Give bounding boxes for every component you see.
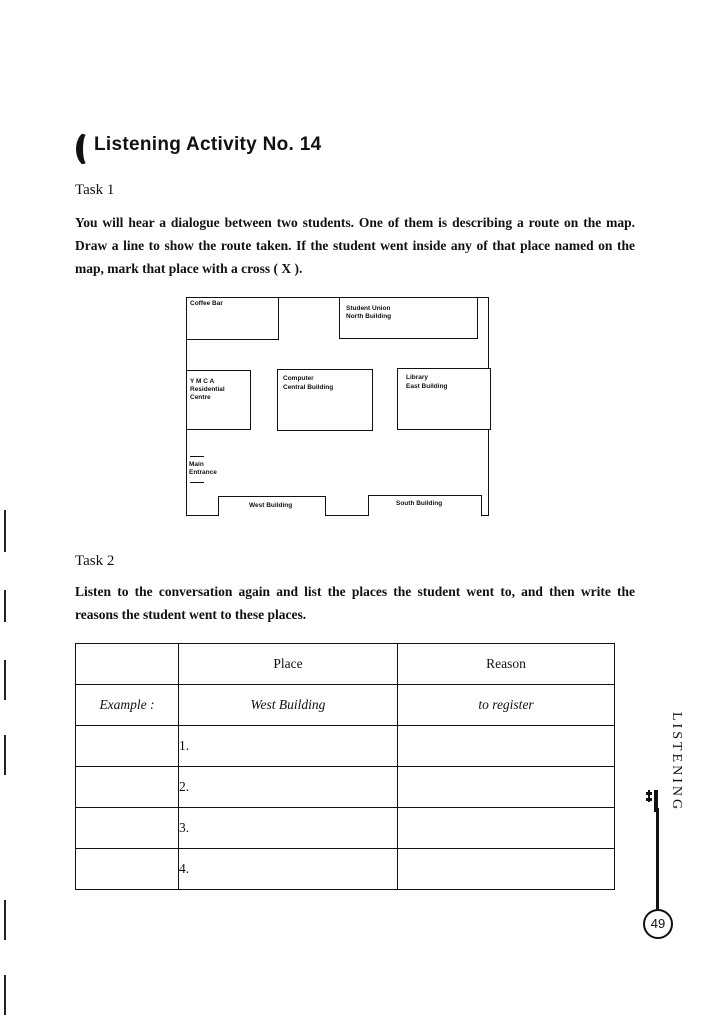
margin-mark [4, 900, 6, 940]
table-row [76, 726, 615, 767]
reason-cell[interactable] [398, 808, 615, 849]
row-label-cell [76, 849, 179, 890]
side-tab-label: LISTENING [669, 712, 684, 813]
example-place: West Building [179, 685, 398, 726]
map-library [397, 368, 491, 430]
entrance-top-mark [190, 456, 204, 457]
residential-label: Residential [190, 386, 225, 393]
key-icon [645, 788, 667, 812]
row-number: 1. [179, 726, 398, 767]
row-label-cell [76, 767, 179, 808]
row-number: 3. [179, 808, 398, 849]
centre-label: Centre [190, 394, 211, 401]
title-text: Listening Activity No. 14 [94, 134, 322, 155]
table-row [76, 767, 615, 808]
map-ymca [186, 370, 251, 430]
south-building-label: South Building [396, 500, 443, 507]
task1-instructions: You will hear a dialogue between two students. One of them is describing a route on the map. Draw a line to show the route taken. If the student went inside any of that place named on the map, mark that place with a cross ( X ). [75, 215, 635, 276]
page-number: 49 [643, 909, 673, 939]
map-computer-building [277, 369, 373, 431]
student-union-label: Student Union [346, 305, 391, 312]
computer-label: Computer [283, 375, 314, 382]
west-building-label: West Building [249, 502, 293, 509]
reason-cell[interactable] [398, 849, 615, 890]
task2-instructions: Listen to the conversation again and list the places the student went to, and then write the reasons the student went to these places. [75, 584, 635, 622]
map-coffee-bar [186, 297, 279, 340]
entrance-bottom-mark [190, 482, 204, 483]
header-reason: Reason [398, 644, 615, 685]
margin-mark [4, 510, 6, 552]
reason-cell[interactable] [398, 726, 615, 767]
central-building-label: Central Building [283, 384, 334, 391]
ymca-label: Y M C A [190, 378, 215, 385]
entrance-label: Entrance [189, 469, 217, 476]
map-student-union [339, 297, 478, 339]
header-place: Place [179, 644, 398, 685]
table-row [76, 808, 615, 849]
table-row [76, 849, 615, 890]
header-blank [76, 644, 179, 685]
main-label: Main [189, 461, 204, 468]
campus-map [186, 297, 489, 516]
margin-mark [4, 975, 6, 1015]
row-number: 2. [179, 767, 398, 808]
map-south-building [368, 495, 482, 516]
table-header-row [76, 644, 615, 685]
coffee-bar-label: Coffee Bar [190, 300, 223, 307]
reason-cell[interactable] [398, 767, 615, 808]
margin-mark [4, 590, 6, 622]
example-reason: to register [398, 685, 615, 726]
row-label-cell [76, 808, 179, 849]
east-building-label: East Building [406, 383, 448, 390]
side-tab-line [656, 808, 659, 910]
places-table [75, 643, 615, 890]
example-label: Example : [76, 685, 179, 726]
margin-mark [4, 735, 6, 775]
north-building-label: North Building [346, 313, 392, 320]
row-label-cell [76, 726, 179, 767]
task2-heading: Task 2 [75, 553, 115, 569]
task1-heading: Task 1 [75, 182, 115, 198]
map-west-building [218, 496, 326, 516]
library-label: Library [406, 374, 429, 381]
table-example-row [76, 685, 615, 726]
margin-mark [4, 660, 6, 700]
row-number: 4. [179, 849, 398, 890]
